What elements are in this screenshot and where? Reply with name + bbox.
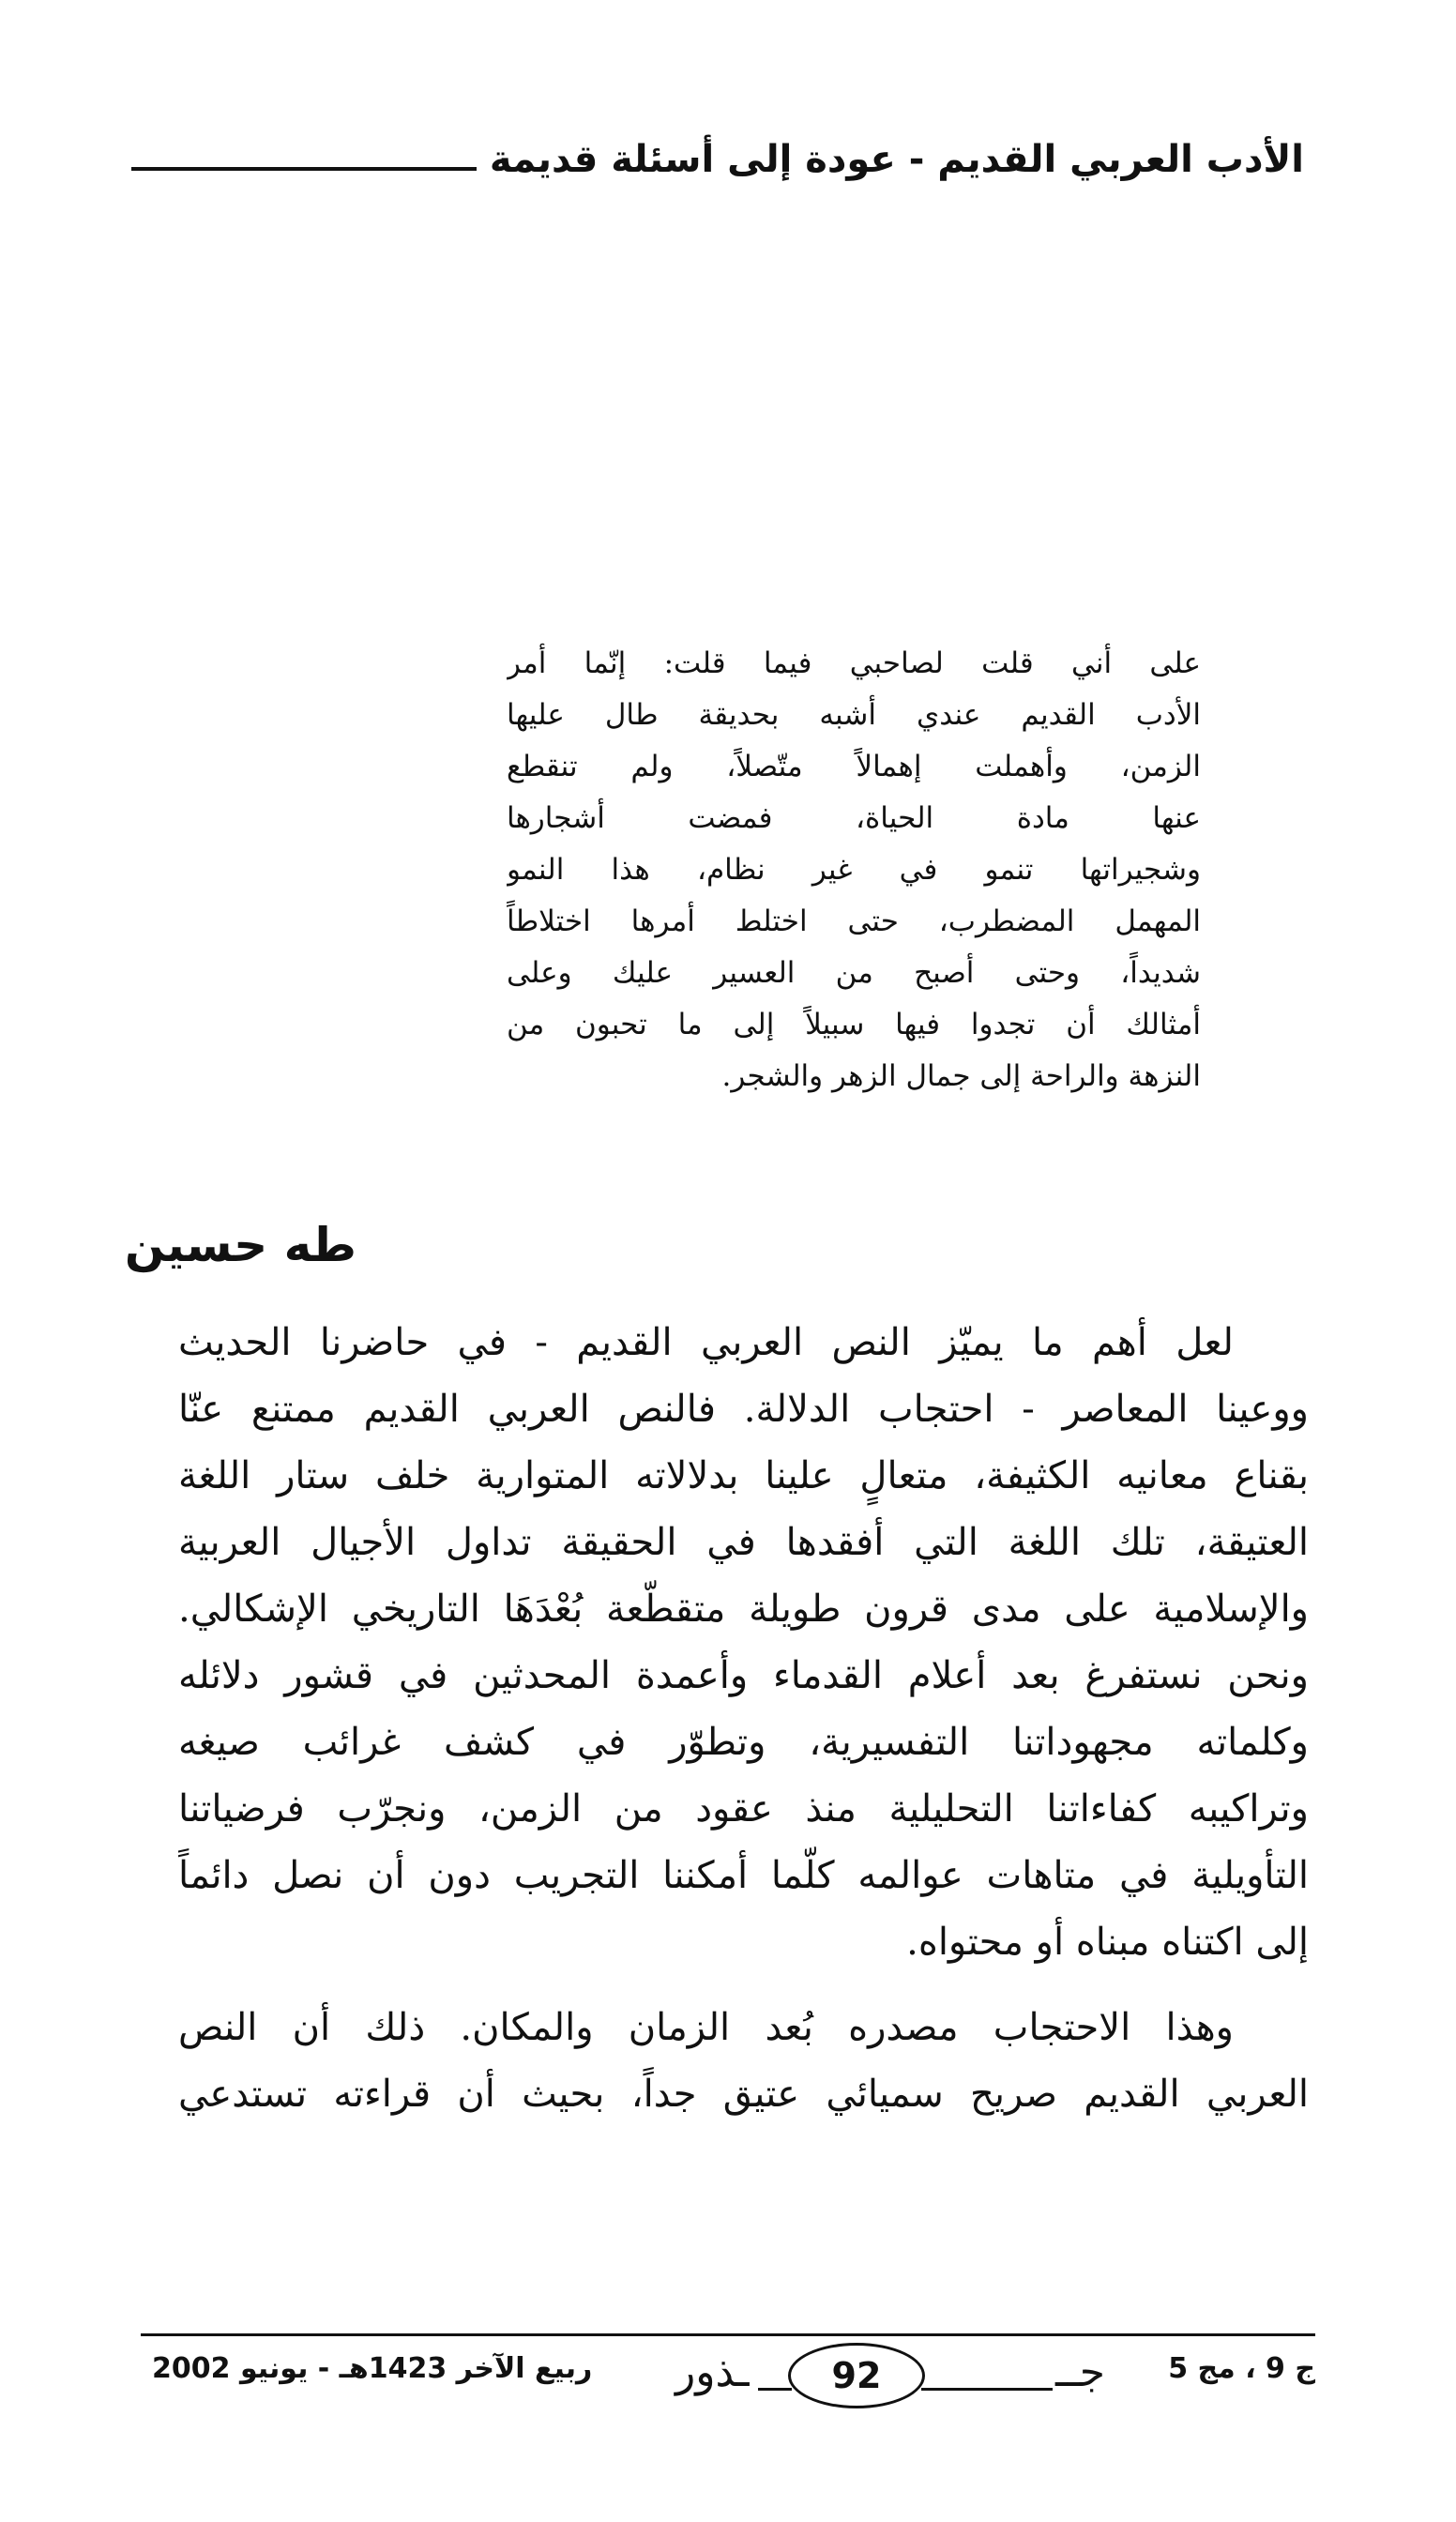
body-line: التأويلية في متاهات عوالمه كلّما أمكننا التجريب دون أن نصل دائماً <box>178 1854 1309 1897</box>
footer-rule <box>141 2333 1315 2336</box>
running-header <box>131 131 1304 188</box>
quote-line: الزمن، وأهملت إهمالاً متّصلاً، ولم تنقطع <box>507 750 1201 783</box>
journal-line <box>758 2388 792 2391</box>
article-body <box>178 1310 1309 2128</box>
page-footer <box>141 2341 1315 2416</box>
body-line: وكلماته مجهوداتنا التفسيرية، وتطوّر في كشف غرائب صيغه <box>178 1721 1309 1764</box>
quote-line: أمثالك أن تجدوا فيها سبيلاً إلى ما تحبون من <box>507 1008 1201 1041</box>
page-number: 92 <box>831 2355 882 2396</box>
page-number-oval <box>788 2343 925 2408</box>
body-line: والإسلامية على مدى قرون طويلة متقطّعة بُعْدَهَا التاريخي الإشكالي. <box>178 1588 1309 1631</box>
quote-line: شديداً، وحتى أصبح من العسير عليك وعلى <box>507 956 1201 990</box>
epigraph-quote <box>507 638 1201 1102</box>
body-line: العربي القديم صريح سميائي عتيق جداً، بحيث أن قراءته تستدعي <box>178 2073 1309 2116</box>
journal-logo <box>675 2343 1107 2408</box>
body-line: لعل أهم ما يميّز النص العربي القديم - في حاضرنا الحديث <box>178 1321 1234 1364</box>
quote-author: طه حسين <box>124 1218 356 1272</box>
issue-date: ربيع الآخر 1423هـ - يونيو 2002 <box>152 2352 593 2385</box>
quote-line: عنها مادة الحياة، فمضت أشجارها <box>507 801 1201 835</box>
quote-line: المهمل المضطرب، حتى اختلط أمرها اختلاطاً <box>507 904 1201 938</box>
volume-issue: ج 9 ، مج 5 <box>1168 2352 1315 2385</box>
quote-line: وشجيراتها تنمو في غير نظام، هذا النمو <box>507 853 1201 887</box>
body-line: بقناع معانيه الكثيفة، متعالٍ علينا بدلالاته المتوارية خلف ستار اللغة <box>178 1454 1309 1497</box>
body-line: وهذا الاحتجاب مصدره بُعد الزمان والمكان. ذلك أن النص <box>178 2006 1234 2049</box>
quote-line: الأدب القديم عندي أشبه بحديقة طال عليها <box>507 698 1201 732</box>
body-line: ونحن نستفرغ بعد أعلام القدماء وأعمدة المحدثين في قشور دلائله <box>178 1654 1309 1697</box>
body-line: إلى اكتناه مبناه أو محتواه. <box>906 1921 1309 1964</box>
body-line: ووعينا المعاصر - احتجاب الدلالة. فالنص العربي القديم ممتنع عنّا <box>178 1388 1309 1431</box>
paragraph-1 <box>178 1310 1309 1976</box>
paragraph-2 <box>178 1995 1309 2128</box>
quote-line: على أني قلت لصاحبي فيما قلت: إنّما أمر <box>507 646 1201 680</box>
journal-name-part: ـذور <box>675 2348 750 2396</box>
body-line: العتيقة، تلك اللغة التي أفقدها في الحقيقة تداول الأجيال العربية <box>178 1521 1309 1564</box>
quote-line: النزهة والراحة إلى جمال الزهر والشجر. <box>721 1059 1201 1093</box>
running-header-title: الأدب العربي القديم - عودة إلى أسئلة قديمة <box>489 138 1304 181</box>
journal-line <box>921 2388 1053 2391</box>
header-rule <box>131 167 477 171</box>
journal-name-part: جــ <box>1055 2348 1105 2396</box>
body-line: وتراكيبه كفاءاتنا التحليلية منذ عقود من الزمن، ونجرّب فرضياتنا <box>178 1787 1309 1831</box>
